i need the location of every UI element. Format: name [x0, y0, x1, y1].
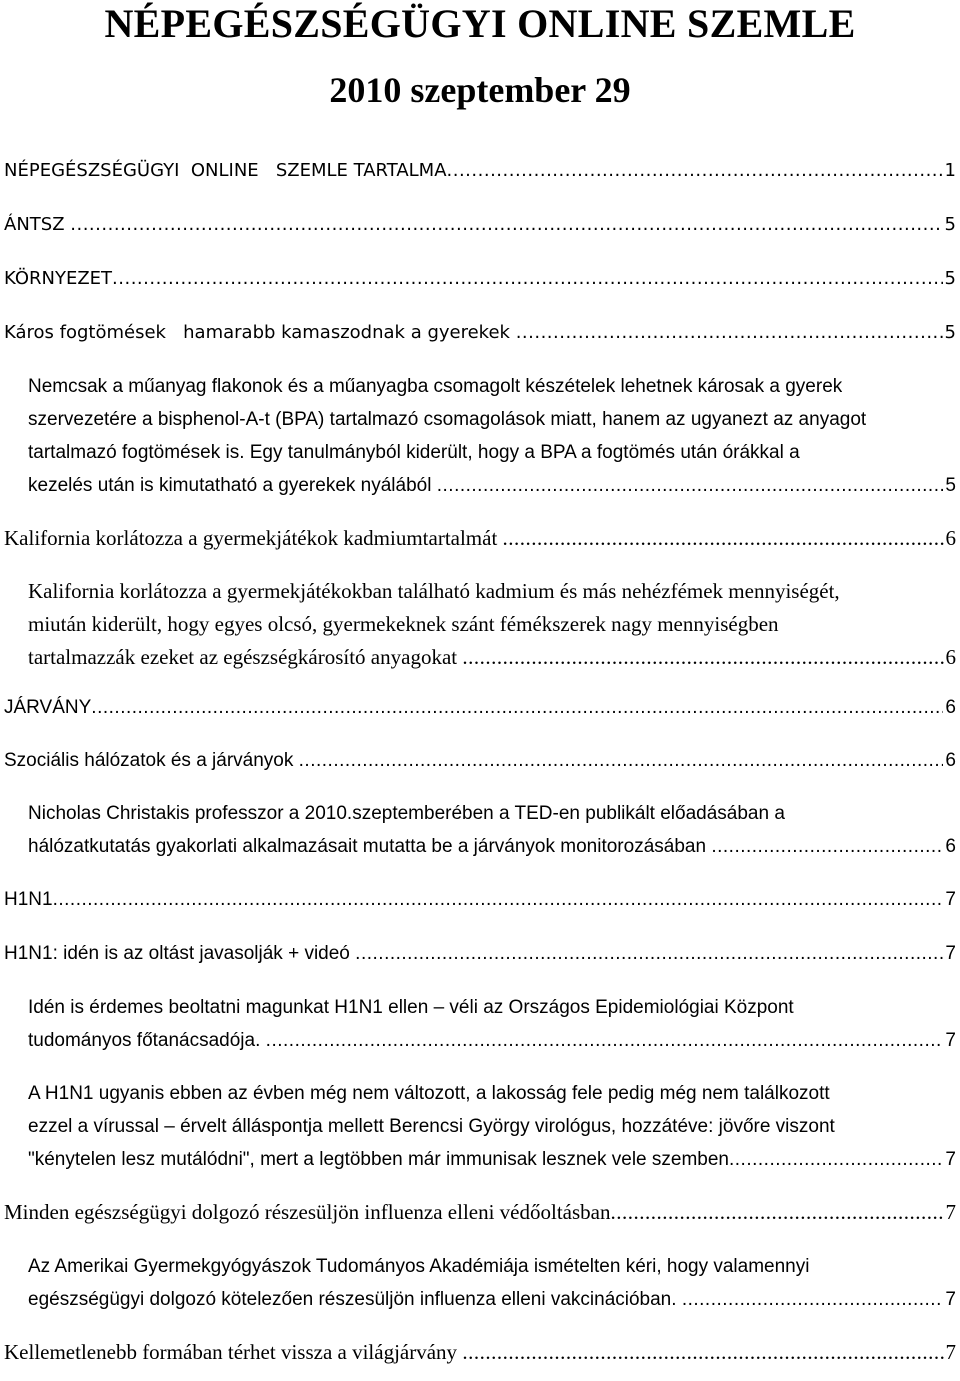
toc-entry-line: [28, 370, 842, 403]
document-date: 2010 szeptember 29: [329, 70, 631, 110]
toc-page-number: 6: [945, 526, 956, 550]
toc-entry-line-last: [28, 830, 956, 863]
toc-entry-line: [28, 991, 794, 1024]
toc-entry-text: szervezetére a bisphenol-A-t (BPA) tartalmazó csomagolások miatt, hanem az ugyanezt az anyagot: [28, 409, 867, 430]
toc-entry-line-last: [4, 691, 956, 724]
toc-entry-text: KÖRNYEZET: [4, 268, 113, 289]
dot-leader: [516, 316, 943, 349]
toc-page-number: 1: [944, 160, 956, 181]
dot-leader: [447, 154, 943, 187]
toc-entry-line-last: [28, 1283, 956, 1316]
dot-leader: [53, 883, 944, 916]
dot-leader: [299, 744, 944, 777]
dot-leader: [355, 937, 943, 970]
toc-entry-line-last: [28, 469, 956, 502]
toc-entry-text: Idén is érdemes beoltatni magunkat H1N1 ellen – véli az Országos Epidemiológiai Központ: [28, 997, 794, 1018]
document-title: NÉPEGÉSZSÉGÜGYI ONLINE SZEMLE: [104, 1, 856, 46]
toc-entry-text: Nemcsak a műanyag flakonok és a műanyagba csomagolt készételek lehetnek károsak a gyerek: [28, 376, 843, 397]
toc-entry-line: [28, 436, 800, 469]
toc-entry-line: [28, 797, 785, 830]
toc-entry-text: kezelés után is kimutatható a gyerekek nyálából: [28, 475, 437, 496]
toc-page-number: 7: [945, 943, 956, 964]
toc-entry-line-last: [4, 522, 956, 555]
toc-entry-line-last: [4, 1336, 956, 1369]
toc-entry-text: egészségügyi dolgozó kötelezően részesüljön influenza elleni vakcinációban.: [28, 1289, 682, 1310]
toc-entry-line-last: [4, 883, 956, 916]
toc-page-number: 5: [944, 214, 956, 235]
toc-page-number: 7: [945, 1289, 956, 1310]
toc-entry-text: Nicholas Christakis professzor a 2010.szeptemberében a TED-en publikált előadásában a: [28, 803, 785, 824]
toc-page-number: 5: [945, 475, 956, 496]
toc-entry-line: [28, 575, 840, 608]
toc-entry-text: H1N1: idén is az oltást javasolják + videó: [4, 943, 356, 964]
toc-entry-text: miután kiderült, hogy egyes olcsó, gyermekeknek szánt fémékszerek nagy mennyiségben: [28, 612, 779, 636]
toc-entry-text: Kellemetlenebb formában térhet vissza a világjárvány: [4, 1340, 463, 1364]
dot-leader: [503, 522, 944, 555]
toc-page-number: 7: [945, 1200, 956, 1224]
toc-entry-line: [28, 1077, 830, 1110]
toc-entry-line: [28, 608, 779, 641]
toc-page-number: 7: [945, 1149, 956, 1170]
toc-entry-text: ÁNTSZ: [4, 214, 71, 235]
toc-entry-text: A H1N1 ugyanis ebben az évben még nem változott, a lakosság fele pedig még nem találkozott: [28, 1083, 830, 1104]
dot-leader: [266, 1024, 944, 1057]
dot-leader: [729, 1143, 943, 1176]
dot-leader: [611, 1196, 944, 1229]
toc-entry-text: NÉPEGÉSZSÉGÜGYI ONLINE SZEMLE TARTALMA: [4, 160, 447, 181]
toc-entry-text: Minden egészségügyi dolgozó részesüljön influenza elleni védőoltásban: [4, 1200, 611, 1224]
toc-entry-line-last: [4, 154, 956, 187]
toc-page-number: 7: [945, 1340, 956, 1364]
toc-entry-line-last: [4, 316, 956, 349]
toc-entry-text: Káros fogtömések hamarabb kamaszodnak a gyerekek: [4, 322, 516, 343]
toc-entry-text: tartalmazzák ezeket az egészségkárosító anyagokat: [28, 645, 463, 669]
toc-entry-line-last: [4, 1196, 956, 1229]
toc-entry-text: "kénytelen lesz mutálódni", mert a legtöbben már immunisak lesznek vele szemben: [28, 1149, 729, 1170]
toc-entry-text: JÁRVÁNY: [4, 697, 92, 718]
toc-page-number: 6: [945, 645, 956, 669]
toc-entry-text: Kalifornia korlátozza a gyermekjátékokban található kadmium és más nehézfémek mennyiségét,: [28, 579, 840, 603]
toc-entry-line-last: [28, 1024, 956, 1057]
dot-leader: [711, 830, 943, 863]
toc-entry-line-last: [4, 937, 956, 970]
dot-leader: [682, 1283, 944, 1316]
toc-entry-line: [28, 403, 866, 436]
toc-entry-text: tudományos főtanácsadója.: [28, 1030, 266, 1051]
dot-leader: [70, 208, 942, 241]
toc-entry-text: ezzel a vírussal – érvelt álláspontja mellett Berencsi György virológus, hozzátéve: jövőre viszont: [28, 1116, 835, 1137]
toc-page-number: 5: [944, 322, 956, 343]
dot-leader: [462, 1336, 943, 1369]
toc-entry-text: Szociális hálózatok és a járványok: [4, 750, 299, 771]
toc-entry-text: hálózatkutatás gyakorlati alkalmazásait mutatta be a járványok monitorozásában: [28, 836, 712, 857]
toc-entry-line-last: [4, 208, 956, 241]
toc-page-number: 5: [944, 268, 956, 289]
toc-entry-line-last: [28, 641, 956, 674]
toc-entry-line-last: [4, 744, 956, 777]
toc-entry-line: [28, 1110, 835, 1143]
toc-page-number: 6: [945, 750, 956, 771]
dot-leader: [91, 691, 943, 724]
toc-entry-text: Kalifornia korlátozza a gyermekjátékok kadmiumtartalmát: [4, 526, 503, 550]
toc-page-number: 7: [945, 889, 956, 910]
toc-entry-line-last: [28, 1143, 956, 1176]
toc-entry-text: tartalmazó fogtömések is. Egy tanulmányból kiderült, hogy a BPA a fogtömés után órákkal a: [28, 442, 800, 463]
toc-entry-text: H1N1: [4, 889, 53, 910]
toc-entry-text: Az Amerikai Gyermekgyógyászok Tudományos Akadémiája ismételten kéri, hogy valamennyi: [28, 1256, 810, 1277]
toc-entry-line-last: [4, 262, 956, 295]
toc-page-number: 6: [945, 836, 956, 857]
toc-entry-line: [28, 1250, 809, 1283]
dot-leader: [462, 641, 943, 674]
dot-leader: [112, 262, 943, 295]
toc-page-number: 6: [945, 697, 956, 718]
dot-leader: [437, 469, 944, 502]
toc-page-number: 7: [945, 1030, 956, 1051]
